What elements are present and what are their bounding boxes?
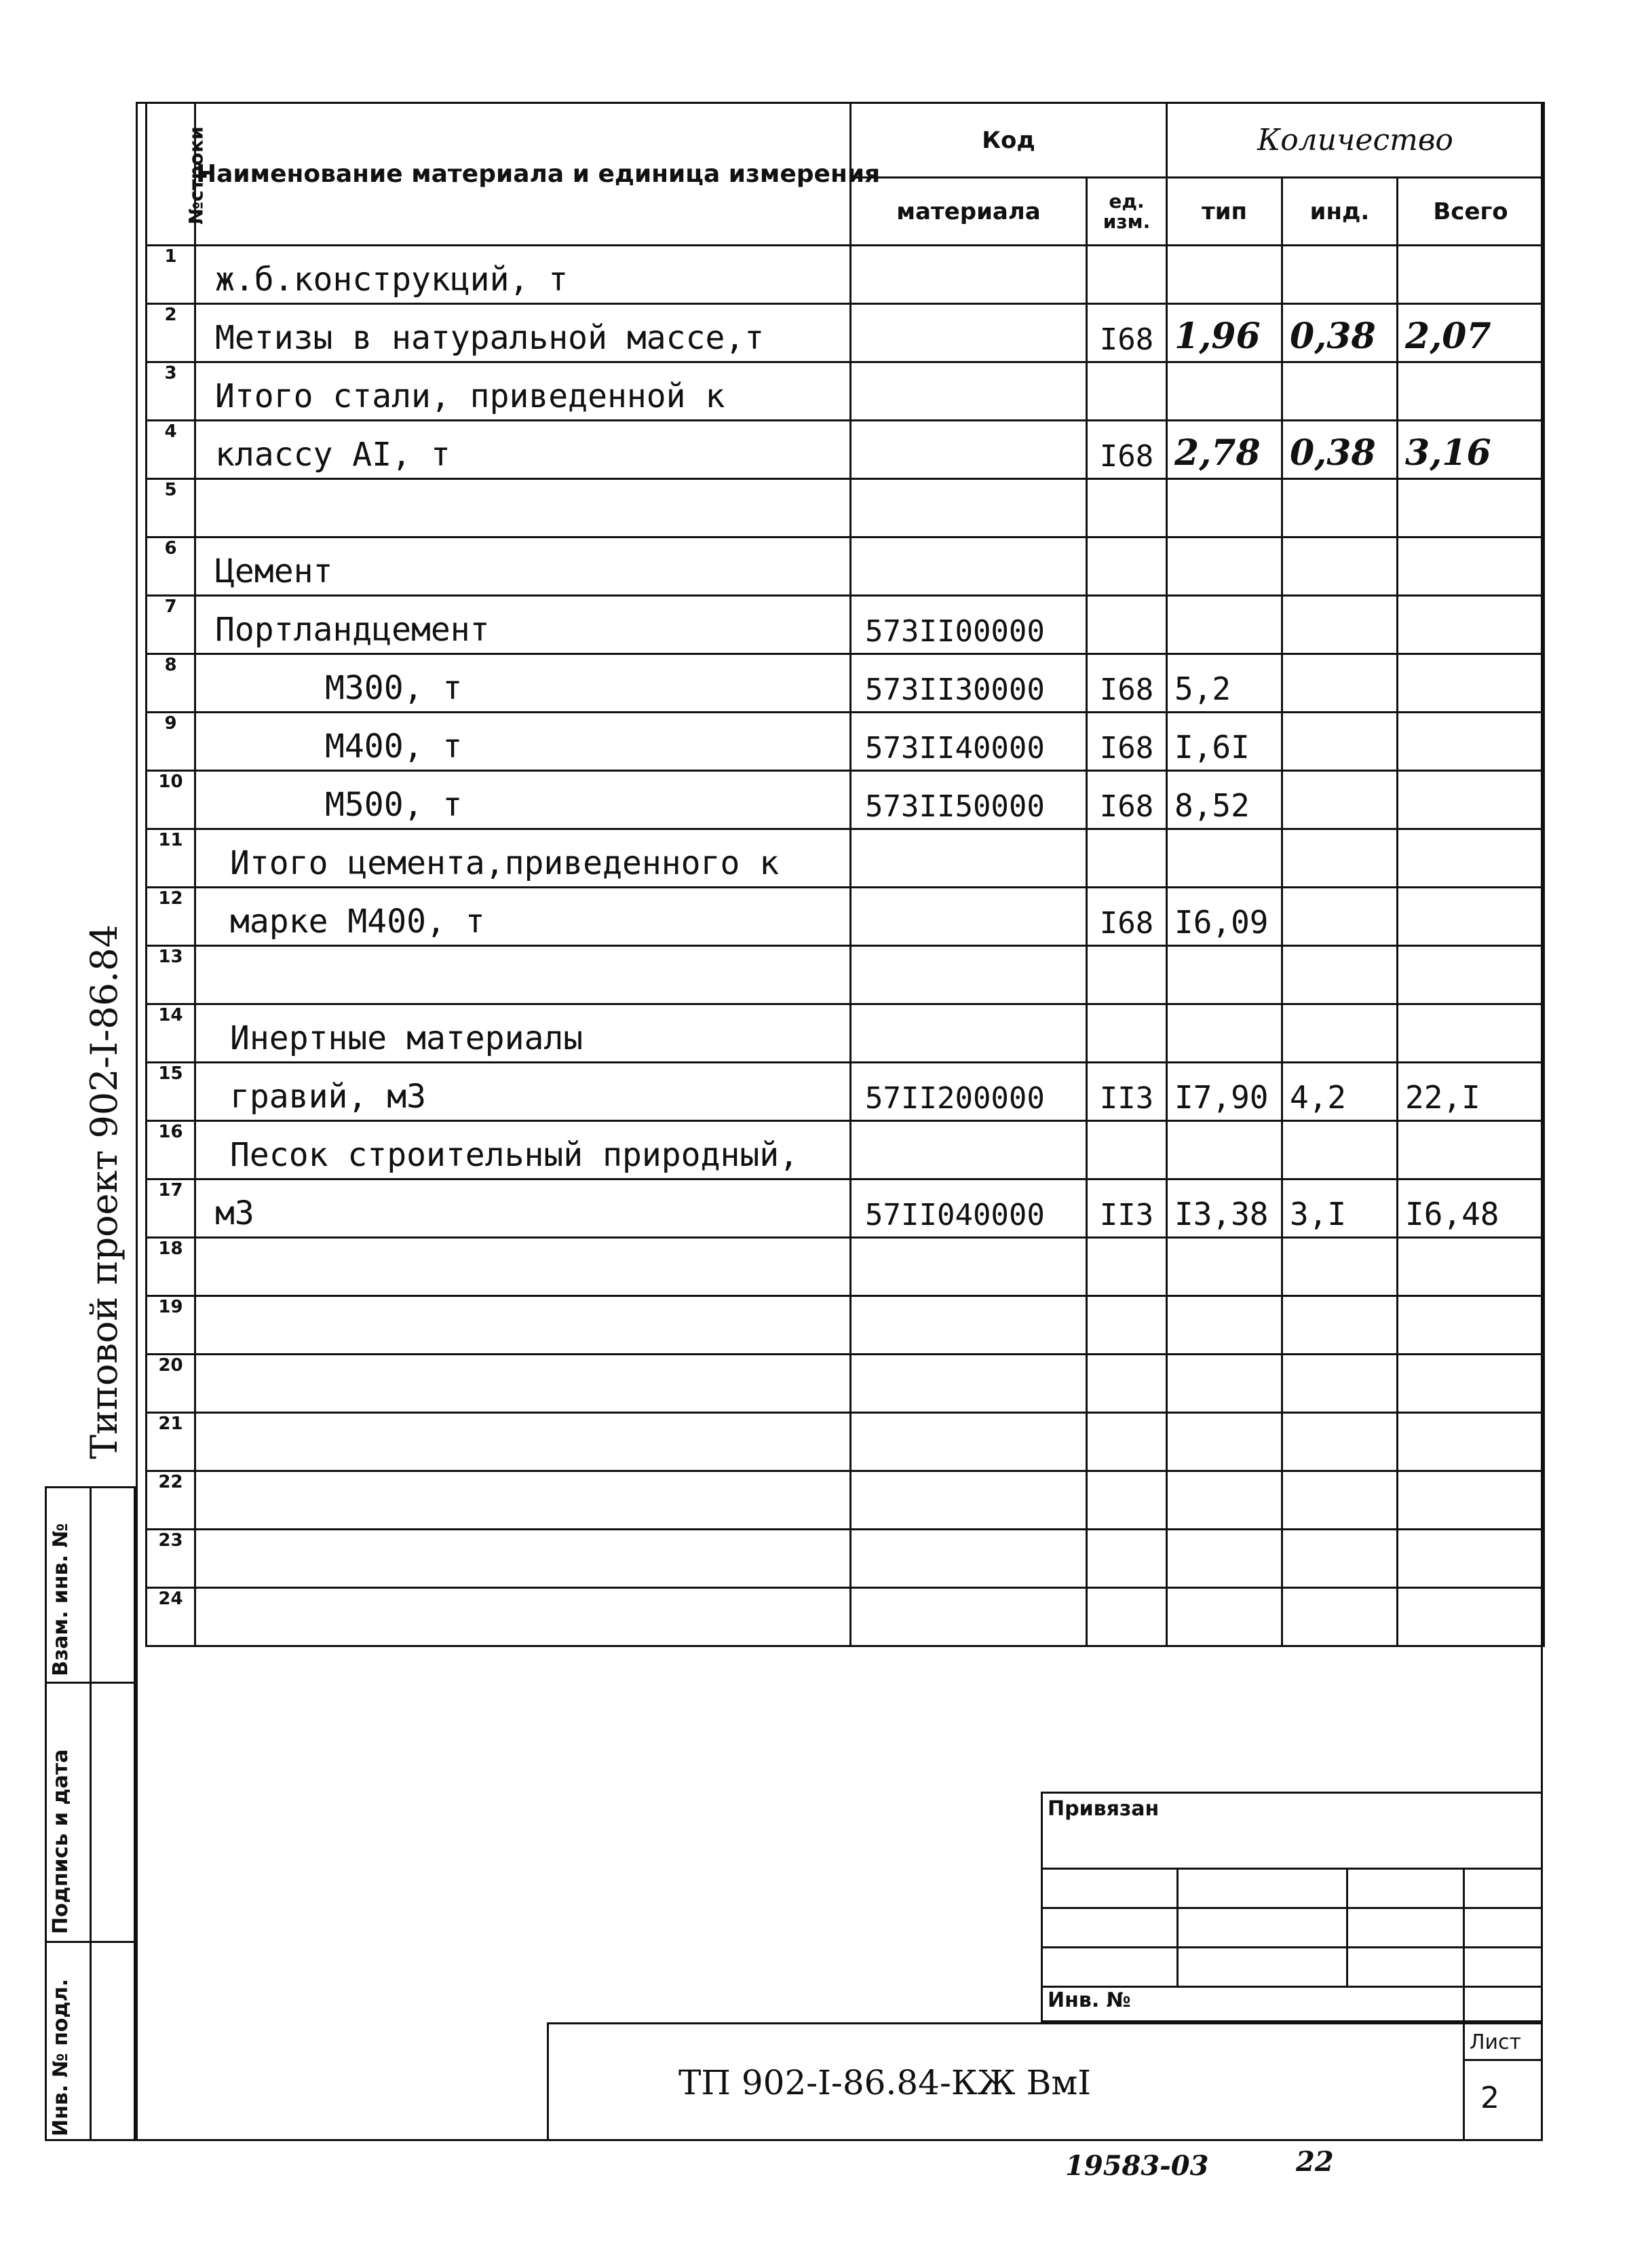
qty-ind xyxy=(1282,713,1398,771)
table-row xyxy=(147,1530,1544,1588)
unit-code: I68 xyxy=(1087,421,1167,479)
material-name: М400, т xyxy=(195,713,851,771)
row-number: 19 xyxy=(147,1296,195,1355)
title-block-divider xyxy=(1463,2022,1465,2141)
unit-code: I68 xyxy=(1087,713,1167,771)
table-row xyxy=(147,1413,1544,1471)
privyazan-label: Привязан xyxy=(1048,1797,1160,1821)
qty-total-header: Всего xyxy=(1398,178,1544,246)
material-code xyxy=(851,1296,1087,1355)
privyazan-line-2 xyxy=(1041,1907,1543,1909)
table-row xyxy=(147,713,1544,771)
inv-label: Инв. № xyxy=(1048,1988,1131,2012)
qty-ind xyxy=(1282,946,1398,1004)
qty-type xyxy=(1167,479,1282,537)
material-name: М300, т xyxy=(195,654,851,713)
qty-type xyxy=(1167,1413,1282,1471)
material-name: гравий, м3 xyxy=(195,1063,851,1121)
table-row xyxy=(147,1063,1544,1121)
row-number: 17 xyxy=(147,1179,195,1238)
row-number: 3 xyxy=(147,362,195,421)
unit-code: I68 xyxy=(1087,771,1167,829)
unit-code xyxy=(1087,1413,1167,1471)
qty-type xyxy=(1167,1355,1282,1413)
qty-total xyxy=(1398,1530,1544,1588)
qty-ind xyxy=(1282,246,1398,304)
table-row xyxy=(147,1355,1544,1413)
table-row xyxy=(147,596,1544,654)
table-row xyxy=(147,1179,1544,1238)
qty-total xyxy=(1398,946,1544,1004)
list-separator xyxy=(1463,2059,1543,2061)
qty-ind xyxy=(1282,1530,1398,1588)
qty-total xyxy=(1398,596,1544,654)
qty-type xyxy=(1167,362,1282,421)
qty-type: 1,96 xyxy=(1167,304,1282,362)
privyazan-vline-3 xyxy=(1463,1868,1465,2022)
row-number-header: №строки xyxy=(147,103,195,246)
qty-total xyxy=(1398,713,1544,771)
row-number: 20 xyxy=(147,1355,195,1413)
material-code: 573II30000 xyxy=(851,654,1087,713)
qty-type xyxy=(1167,1004,1282,1063)
unit-code xyxy=(1087,1530,1167,1588)
material-code xyxy=(851,1004,1087,1063)
unit-code: I68 xyxy=(1087,654,1167,713)
unit-code xyxy=(1087,1121,1167,1179)
table-row xyxy=(147,1471,1544,1530)
qty-ind xyxy=(1282,1413,1398,1471)
material-code xyxy=(851,1413,1087,1471)
material-code xyxy=(851,946,1087,1004)
material-name: ж.б.конструкций, т xyxy=(195,246,851,304)
table-row xyxy=(147,1588,1544,1646)
podpis-label: Подпись и дата xyxy=(49,1749,73,1934)
material-name: Метизы в натуральной массе,т xyxy=(195,304,851,362)
project-side-label: Типовой проект 902-I-86.84 xyxy=(83,924,126,1459)
unit-code xyxy=(1087,1296,1167,1355)
qty-total xyxy=(1398,654,1544,713)
qty-ind xyxy=(1282,829,1398,888)
side-stamp-divider xyxy=(90,1486,92,2141)
qty-type xyxy=(1167,946,1282,1004)
table-row xyxy=(147,1238,1544,1296)
table-row xyxy=(147,304,1544,362)
list-number: 2 xyxy=(1480,2081,1499,2115)
unit-code: I68 xyxy=(1087,304,1167,362)
qty-ind xyxy=(1282,1238,1398,1296)
qty-ind: 0,38 xyxy=(1282,421,1398,479)
material-name xyxy=(195,1530,851,1588)
privyazan-line-4 xyxy=(1041,1986,1543,1988)
qty-total: 22,I xyxy=(1398,1063,1544,1121)
material-code xyxy=(851,888,1087,946)
material-code xyxy=(851,1238,1087,1296)
row-number: 23 xyxy=(147,1530,195,1588)
unit-code xyxy=(1087,1588,1167,1646)
material-name xyxy=(195,1588,851,1646)
privyazan-line-1 xyxy=(1041,1868,1543,1870)
row-number: 7 xyxy=(147,596,195,654)
material-code: 57II200000 xyxy=(851,1063,1087,1121)
material-name xyxy=(195,1238,851,1296)
row-number: 2 xyxy=(147,304,195,362)
table-row xyxy=(147,946,1544,1004)
qty-ind xyxy=(1282,654,1398,713)
qty-total xyxy=(1398,888,1544,946)
qty-ind: 0,38 xyxy=(1282,304,1398,362)
row-number: 22 xyxy=(147,1471,195,1530)
qty-total xyxy=(1398,1238,1544,1296)
material-code xyxy=(851,246,1087,304)
material-code: 57II040000 xyxy=(851,1179,1087,1238)
side-stamp-sep-2 xyxy=(45,1941,136,1943)
table-row xyxy=(147,654,1544,713)
qty-type-header: тип xyxy=(1167,178,1282,246)
row-number: 24 xyxy=(147,1588,195,1646)
unit-code xyxy=(1087,1355,1167,1413)
material-name: м3 xyxy=(195,1179,851,1238)
material-code xyxy=(851,1530,1087,1588)
qty-ind xyxy=(1282,888,1398,946)
material-code xyxy=(851,304,1087,362)
archive-number: 19583-03 xyxy=(1065,2150,1209,2182)
material-name: Итого стали, приведенной к xyxy=(195,362,851,421)
material-name xyxy=(195,479,851,537)
qty-type: I6,09 xyxy=(1167,888,1282,946)
material-code xyxy=(851,479,1087,537)
material-code xyxy=(851,421,1087,479)
unit-code xyxy=(1087,1004,1167,1063)
material-code xyxy=(851,1355,1087,1413)
table-row xyxy=(147,771,1544,829)
row-number: 15 xyxy=(147,1063,195,1121)
material-code: 573II50000 xyxy=(851,771,1087,829)
qty-ind xyxy=(1282,771,1398,829)
table-row xyxy=(147,246,1544,304)
row-number: 18 xyxy=(147,1238,195,1296)
privyazan-vline-1 xyxy=(1176,1868,1179,1986)
qty-ind xyxy=(1282,1588,1398,1646)
privyazan-line-3 xyxy=(1041,1946,1543,1948)
qty-total xyxy=(1398,246,1544,304)
code-material-header: материала xyxy=(851,178,1087,246)
unit-code xyxy=(1087,479,1167,537)
unit-code: I68 xyxy=(1087,888,1167,946)
qty-ind-header: инд. xyxy=(1282,178,1398,246)
row-number: 16 xyxy=(147,1121,195,1179)
material-name: Итого цемента,приведенного к xyxy=(195,829,851,888)
material-name: Портландцемент xyxy=(195,596,851,654)
qty-ind xyxy=(1282,362,1398,421)
table-row xyxy=(147,479,1544,537)
qty-total: 3,16 xyxy=(1398,421,1544,479)
material-name xyxy=(195,1355,851,1413)
qty-total xyxy=(1398,1355,1544,1413)
unit-code xyxy=(1087,946,1167,1004)
row-number: 6 xyxy=(147,537,195,596)
qty-type xyxy=(1167,1238,1282,1296)
qty-type xyxy=(1167,537,1282,596)
qty-ind xyxy=(1282,537,1398,596)
qty-type: 2,78 xyxy=(1167,421,1282,479)
qty-ind xyxy=(1282,1355,1398,1413)
page-number: 22 xyxy=(1296,2146,1334,2178)
material-name: Песок строительный природный, xyxy=(195,1121,851,1179)
unit-code: II3 xyxy=(1087,1063,1167,1121)
qty-total xyxy=(1398,1004,1544,1063)
material-name: М500, т xyxy=(195,771,851,829)
materials-table xyxy=(145,102,1545,1647)
material-name xyxy=(195,1413,851,1471)
qty-ind xyxy=(1282,596,1398,654)
qty-type xyxy=(1167,1588,1282,1646)
qty-total xyxy=(1398,537,1544,596)
table-row xyxy=(147,537,1544,596)
row-number: 11 xyxy=(147,829,195,888)
qty-ind: 3,I xyxy=(1282,1179,1398,1238)
qty-ind xyxy=(1282,1471,1398,1530)
row-number: 14 xyxy=(147,1004,195,1063)
qty-type xyxy=(1167,829,1282,888)
qty-total: 2,07 xyxy=(1398,304,1544,362)
row-number: 4 xyxy=(147,421,195,479)
table-row xyxy=(147,362,1544,421)
unit-code xyxy=(1087,537,1167,596)
table-row xyxy=(147,421,1544,479)
row-number: 12 xyxy=(147,888,195,946)
qty-type xyxy=(1167,596,1282,654)
material-name: Цемент xyxy=(195,537,851,596)
qty-type: 8,52 xyxy=(1167,771,1282,829)
table-row xyxy=(147,1004,1544,1063)
row-number: 21 xyxy=(147,1413,195,1471)
qty-type: 5,2 xyxy=(1167,654,1282,713)
qty-total xyxy=(1398,771,1544,829)
qty-type xyxy=(1167,1530,1282,1588)
material-code: 573II40000 xyxy=(851,713,1087,771)
row-number: 8 xyxy=(147,654,195,713)
qty-total xyxy=(1398,829,1544,888)
material-name xyxy=(195,1471,851,1530)
qty-total xyxy=(1398,1471,1544,1530)
material-code xyxy=(851,1121,1087,1179)
material-code xyxy=(851,829,1087,888)
code-header: Код xyxy=(851,103,1167,178)
row-number: 13 xyxy=(147,946,195,1004)
material-code: 573II00000 xyxy=(851,596,1087,654)
table-row xyxy=(147,888,1544,946)
qty-ind xyxy=(1282,1004,1398,1063)
table-row xyxy=(147,1296,1544,1355)
row-number: 9 xyxy=(147,713,195,771)
table-row xyxy=(147,829,1544,888)
qty-ind: 4,2 xyxy=(1282,1063,1398,1121)
table-row xyxy=(147,1121,1544,1179)
material-code xyxy=(851,362,1087,421)
inv-podl-label: Инв. № подл. xyxy=(49,1978,73,2136)
name-header: Наименование материала и единица измерения xyxy=(195,103,851,246)
qty-total xyxy=(1398,1413,1544,1471)
vzam-label: Взам. инв. № xyxy=(49,1523,73,1676)
qty-ind xyxy=(1282,1121,1398,1179)
qty-ind xyxy=(1282,479,1398,537)
qty-type xyxy=(1167,1471,1282,1530)
qty-type xyxy=(1167,1121,1282,1179)
materials-rows xyxy=(147,246,1544,1646)
side-stamp-sep-1 xyxy=(45,1682,136,1684)
material-name: марке М400, т xyxy=(195,888,851,946)
material-code xyxy=(851,537,1087,596)
qty-type xyxy=(1167,1296,1282,1355)
unit-code xyxy=(1087,596,1167,654)
qty-total xyxy=(1398,479,1544,537)
unit-code xyxy=(1087,829,1167,888)
qty-total: I6,48 xyxy=(1398,1179,1544,1238)
qty-ind xyxy=(1282,1296,1398,1355)
material-name xyxy=(195,1296,851,1355)
qty-total xyxy=(1398,1296,1544,1355)
qty-total xyxy=(1398,1121,1544,1179)
unit-code xyxy=(1087,1471,1167,1530)
unit-code xyxy=(1087,1238,1167,1296)
material-code xyxy=(851,1588,1087,1646)
row-number: 10 xyxy=(147,771,195,829)
material-code xyxy=(851,1471,1087,1530)
row-number: 5 xyxy=(147,479,195,537)
code-unit-header: ед. изм. xyxy=(1087,178,1167,246)
qty-type: I3,38 xyxy=(1167,1179,1282,1238)
material-name xyxy=(195,946,851,1004)
document-code: ТП 902-I-86.84-КЖ ВмI xyxy=(678,2063,1092,2102)
privyazan-vline-2 xyxy=(1346,1868,1348,1986)
qty-type xyxy=(1167,246,1282,304)
row-number: 1 xyxy=(147,246,195,304)
unit-code: II3 xyxy=(1087,1179,1167,1238)
qty-type: I7,90 xyxy=(1167,1063,1282,1121)
quantity-header: Количество xyxy=(1167,103,1544,178)
unit-code xyxy=(1087,246,1167,304)
unit-code xyxy=(1087,362,1167,421)
material-name: классу AI, т xyxy=(195,421,851,479)
list-label: Лист xyxy=(1470,2030,1522,2054)
qty-total xyxy=(1398,362,1544,421)
qty-total xyxy=(1398,1588,1544,1646)
qty-type: I,6I xyxy=(1167,713,1282,771)
material-name: Инертные материалы xyxy=(195,1004,851,1063)
